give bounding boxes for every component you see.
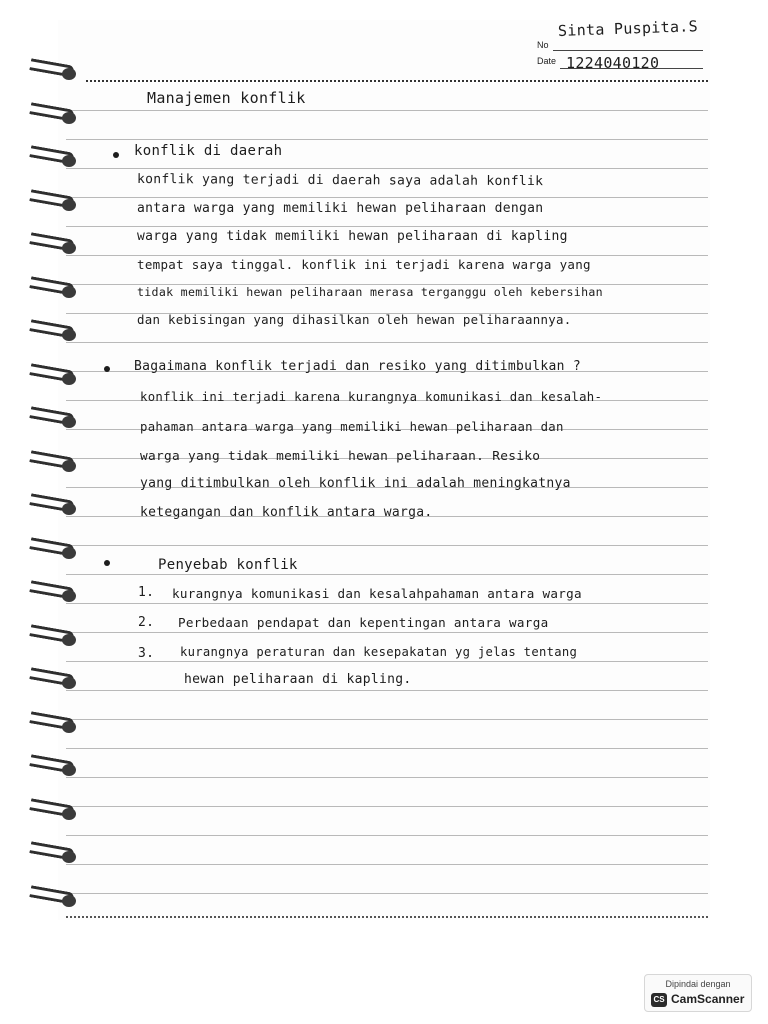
bottom-dotted-margin — [66, 916, 708, 920]
binding-hole — [62, 286, 76, 298]
ruled-line — [66, 574, 708, 575]
section-2-line-2: pahaman antara warga yang memiliki hewan peliharaan dan — [140, 420, 564, 434]
camscanner-watermark — [644, 974, 752, 1012]
binding-hole — [62, 503, 76, 515]
no-label: No — [537, 40, 549, 50]
binding-hole — [62, 68, 76, 80]
ruled-line — [66, 893, 708, 894]
binding-hole — [62, 460, 76, 472]
ruled-line — [66, 342, 708, 343]
cause-1-number: 1. — [138, 585, 155, 600]
page-title: Manajemen konflik — [147, 89, 306, 107]
ruled-line — [66, 226, 708, 227]
date-label: Date — [537, 56, 557, 66]
ruled-line — [66, 777, 708, 778]
binding-hole — [62, 112, 76, 124]
section-1-line-3: warga yang tidak memiliki hewan peliharaan di kapling — [137, 229, 568, 244]
section-1-heading: konflik di daerah — [134, 143, 283, 159]
binding-hole — [62, 851, 76, 863]
section-2-line-5: ketegangan dan konflik antara warga. — [140, 505, 433, 520]
binding-hole — [62, 721, 76, 733]
section-1-line-1: konflik yang terjadi di daerah saya adalah konflik — [136, 172, 544, 190]
binding-hole — [62, 590, 76, 602]
section-1-line-5: tidak memiliki hewan peliharaan merasa terganggu oleh kebersihan — [137, 285, 603, 299]
cause-3-continuation: hewan peliharaan di kapling. — [184, 672, 412, 687]
binding-hole — [62, 547, 76, 559]
binding-hole — [62, 373, 76, 385]
binding-hole — [62, 677, 76, 689]
ruled-line — [66, 835, 708, 836]
ruled-line — [66, 603, 708, 604]
camscanner-logo-icon: CS — [651, 993, 667, 1007]
scanner-caption: Dipindai dengan — [665, 979, 731, 989]
binding-hole — [62, 329, 76, 341]
ruled-line — [66, 632, 708, 633]
cause-2-text: Perbedaan pendapat dan kepentingan antara warga — [178, 615, 549, 630]
ruled-line — [66, 690, 708, 691]
section-1-line-2: antara warga yang memiliki hewan peliharaan dengan — [137, 201, 544, 216]
ruled-line — [66, 864, 708, 865]
section-2-line-4: yang ditimbulkan oleh konflik ini adalah meningkatnya — [140, 476, 571, 491]
binding-hole — [62, 199, 76, 211]
binding-hole — [62, 808, 76, 820]
ruled-line — [66, 748, 708, 749]
cause-3-number: 3. — [138, 646, 155, 661]
ruled-line — [66, 719, 708, 720]
binding-hole — [62, 155, 76, 167]
cause-3-text: kurangnya peraturan dan kesepakatan yg jelas tentang — [180, 645, 578, 659]
ruled-line — [66, 661, 708, 662]
cause-1-text: kurangnya komunikasi dan kesalahpahaman antara warga — [172, 586, 582, 601]
ruled-line — [66, 545, 708, 546]
section-2-heading: Bagaimana konflik terjadi dan resiko yang ditimbulkan ? — [134, 359, 581, 374]
bullet-3 — [104, 560, 110, 566]
scanner-brand: CamScanner — [671, 992, 745, 1006]
section-2-line-1: konflik ini terjadi karena kurangnya komunikasi dan kesalah- — [140, 390, 603, 404]
bullet-2 — [104, 366, 110, 372]
ruled-line — [66, 139, 708, 140]
top-dotted-margin — [86, 80, 708, 84]
section-2-line-3: warga yang tidak memiliki hewan peliharaan. Resiko — [140, 449, 541, 464]
section-1-line-6: dan kebisingan yang dihasilkan oleh hewan peliharaannya. — [137, 312, 572, 327]
no-underline — [553, 50, 703, 51]
bullet-1 — [113, 152, 119, 158]
section-1-line-4: tempat saya tinggal. konflik ini terjadi karena warga yang — [137, 257, 591, 272]
ruled-line — [66, 806, 708, 807]
cause-2-number: 2. — [138, 615, 155, 630]
ruled-line — [66, 168, 708, 169]
ruled-line — [66, 110, 708, 111]
ruled-line — [66, 197, 708, 198]
binding-hole — [62, 416, 76, 428]
section-3-heading: Penyebab konflik — [158, 557, 298, 573]
student-id: 1224040120 — [566, 54, 660, 72]
binding-hole — [62, 764, 76, 776]
binding-hole — [62, 634, 76, 646]
binding-hole — [62, 895, 76, 907]
binding-hole — [62, 242, 76, 254]
ruled-line — [66, 255, 708, 256]
student-name: Sinta Puspita.S — [557, 17, 699, 40]
